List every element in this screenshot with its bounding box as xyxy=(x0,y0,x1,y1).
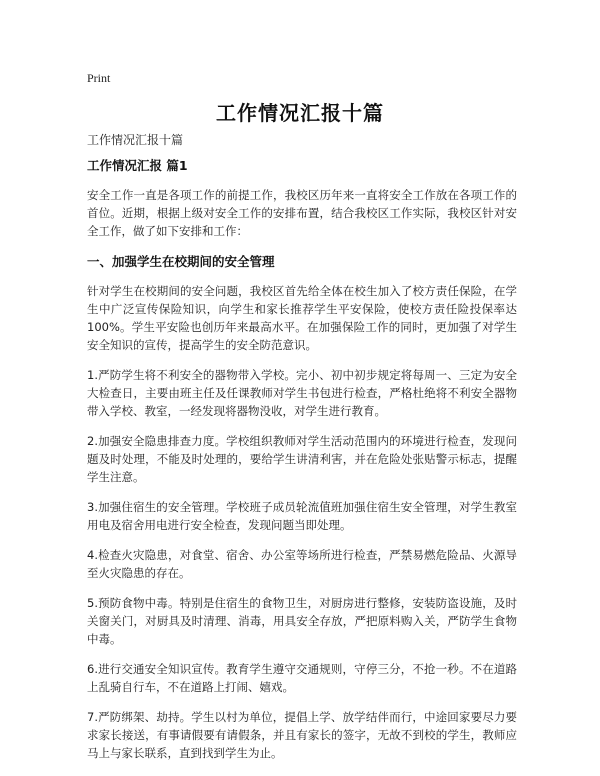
article-body xyxy=(87,156,517,774)
list-item: 3.加强住宿生的安全管理。学校班子成员轮流值班加强住宿生安全管理，对学生教室用电及宿舍用电进行安全检查，发现问题当即处理。 xyxy=(87,500,517,532)
page-title: 工作情况汇报十篇 xyxy=(216,101,384,125)
list-item: 2.加强安全隐患排查力度。学校组织教师对学生活动范围内的环境进行检查，发现问题及时处理，不能及时处理的，要给学生讲清利害，并在危险处张贴警示标志，提醒学生注意。 xyxy=(87,434,517,484)
sub-heading: 一、加强学生在校期间的安全管理 xyxy=(87,254,275,269)
print-link[interactable]: Print xyxy=(87,71,111,85)
list-item: 5.预防食物中毒。特别是住宿生的食物卫生，对厨房进行整修，安装防盗设施，及时关窗关门，对厨具及时清理、消毒，用具安全存放，严把原料购入关，严防学生食物中毒。 xyxy=(87,596,517,646)
document-subtitle: 工作情况汇报十篇 xyxy=(87,133,184,147)
list-item: 7.严防绑架、劫持。学生以村为单位，提倡上学、放学结伴而行，中途回家要尽力要求家长接送，有事请假要有请假条，并且有家长的签字，无故不到校的学生，教师应马上与家长联系，直到找到学生为止。 xyxy=(87,710,517,760)
list-item: 6.进行交通安全知识宣传。教育学生遵守交通规则，守停三分，不抢一秒。不在道路上乱骑自行车，不在道路上打闹、嬉戏。 xyxy=(87,662,517,694)
intro-paragraph: 安全工作一直是各项工作的前提工作，我校区历年来一直将安全工作放在各项工作的首位。近期，根据上级对安全工作的安排布置，结合我校区工作实际，我校区针对安全工作，做了如下安排和工作： xyxy=(87,188,517,238)
paragraph: 针对学生在校期间的安全问题，我校区首先给全体在校生加入了校方责任保险，在学生中广泛宣传保险知识，向学生和家长推荐学生平安保险，使校方责任险投保率达100%。学生平安险也创历年来最高水平。在加强保险工作的同时，更加强了对学生安全知识的宣传，提高学生的安全防范意识。 xyxy=(87,284,517,352)
list-item: 4.检查火灾隐患，对食堂、宿舍、办公室等场所进行检查，严禁易燃危险品、火源导至火灾隐患的存在。 xyxy=(87,548,517,580)
section-heading: 工作情况汇报 篇1 xyxy=(87,158,188,173)
list-item: 1.严防学生将不利安全的器物带入学校。完小、初中初步规定将每周一、三定为安全大检查日，主要由班主任及任课教师对学生书包进行检查，严格杜绝将不利安全器物带入学校、教室，一经发现将器物没收，对学生进行教育。 xyxy=(87,368,517,418)
